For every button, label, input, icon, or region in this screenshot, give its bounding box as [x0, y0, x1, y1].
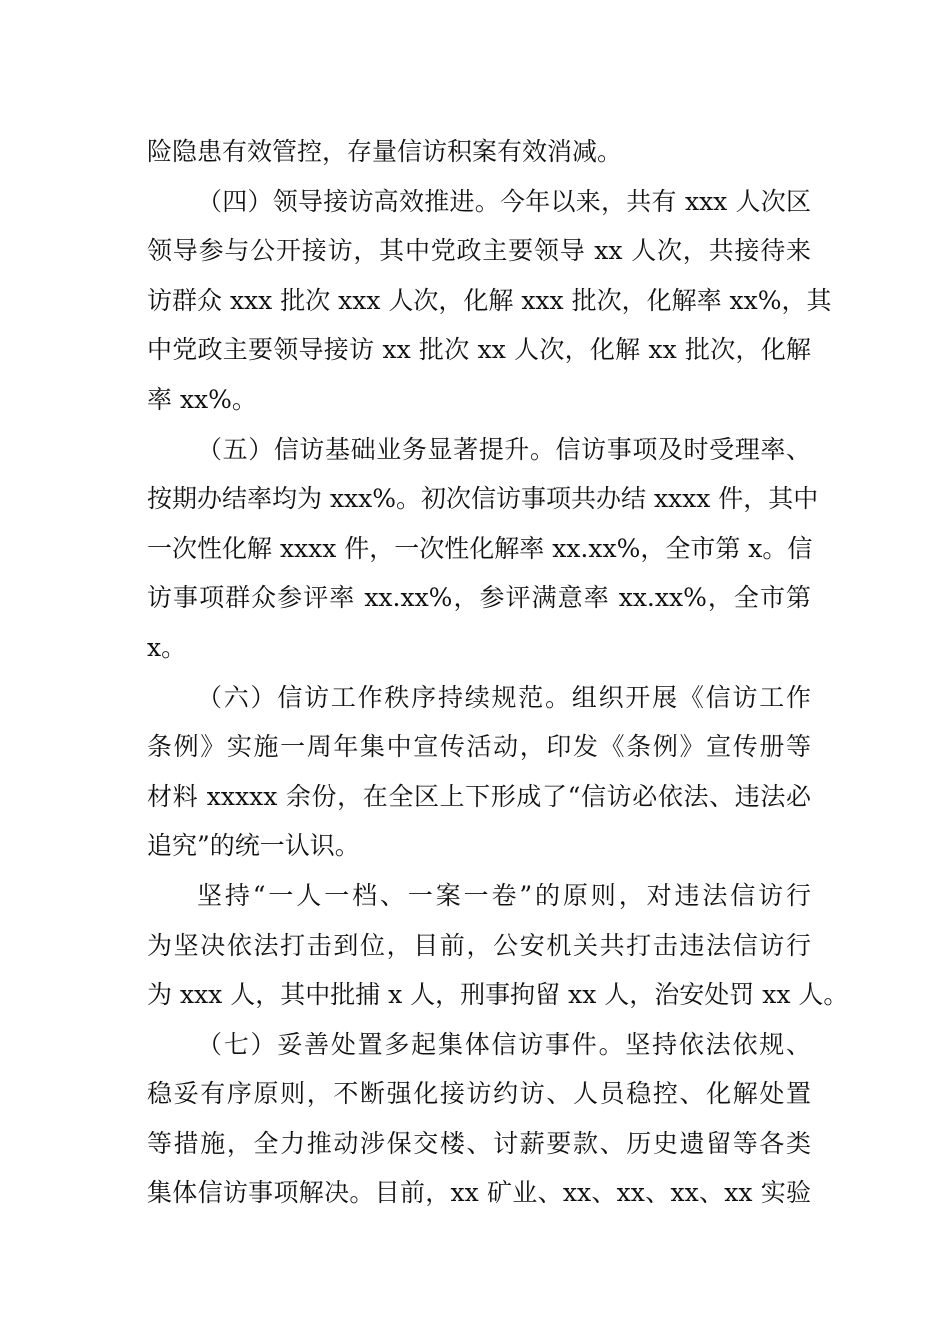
text-line: 为坚决依法打击到位，目前，公安机关共打击违法信访行: [147, 930, 811, 960]
text-line: 领导参与公开接访，其中党政主要领导 xx 人次，共接待来: [147, 236, 811, 266]
text-line: 集体信访事项解决。目前，xx 矿业、xx、xx、xx、xx 实验: [147, 1178, 811, 1208]
paragraph-heading-line: （五）信访基础业务显著提升。信访事项及时受理率、: [197, 434, 811, 464]
paragraph-heading-line: （六）信访工作秩序持续规范。组织开展《信访工作: [197, 682, 811, 712]
paragraph-heading-line: （四）领导接访高效推进。今年以来，共有 xxx 人次区: [197, 186, 811, 216]
text-line: 等措施，全力推动涉保交楼、讨薪要款、历史遗留等各类: [147, 1128, 811, 1158]
text-line: 条例》实施一周年集中宣传活动，印发《条例》宣传册等: [147, 732, 811, 762]
text-line: 一次性化解 xxxx 件，一次性化解率 xx.xx%，全市第 x。信: [147, 533, 813, 563]
text-line: 为 xxx 人，其中批捕 x 人，刑事拘留 xx 人，治安处罚 xx 人。: [147, 980, 849, 1010]
text-line: 稳妥有序原则，不断强化接访约访、人员稳控、化解处置: [147, 1079, 811, 1109]
text-line: 险隐患有效管控，存量信访积案有效消减。: [147, 137, 623, 166]
text-line: 中党政主要领导接访 xx 批次 xx 人次，化解 xx 批次，化解: [147, 335, 811, 365]
text-line: 按期办结率均为 xxx%。初次信访事项共办结 xxxx 件，其中: [147, 484, 819, 514]
text-line: 访事项群众参评率 xx.xx%，参评满意率 xx.xx%，全市第: [147, 583, 811, 613]
paragraph-heading-line: （七）妥善处置多起集体信访事件。坚持依法依规、: [197, 1029, 811, 1059]
document-body: [147, 127, 849, 1218]
text-line: x。: [147, 632, 187, 662]
text-line: 率 xx%。: [147, 384, 257, 414]
text-line: 访群众 xxx 批次 xxx 人次，化解 xxx 批次，化解率 xx%，其: [147, 285, 832, 315]
paragraph-first-line: 坚持“一人一档、一案一卷”的原则，对违法信访行: [197, 880, 811, 910]
text-line: 材料 xxxxx 余份，在全区上下形成了“信访必依法、违法必: [147, 781, 811, 811]
text-line: 追究”的统一认识。: [147, 831, 360, 861]
